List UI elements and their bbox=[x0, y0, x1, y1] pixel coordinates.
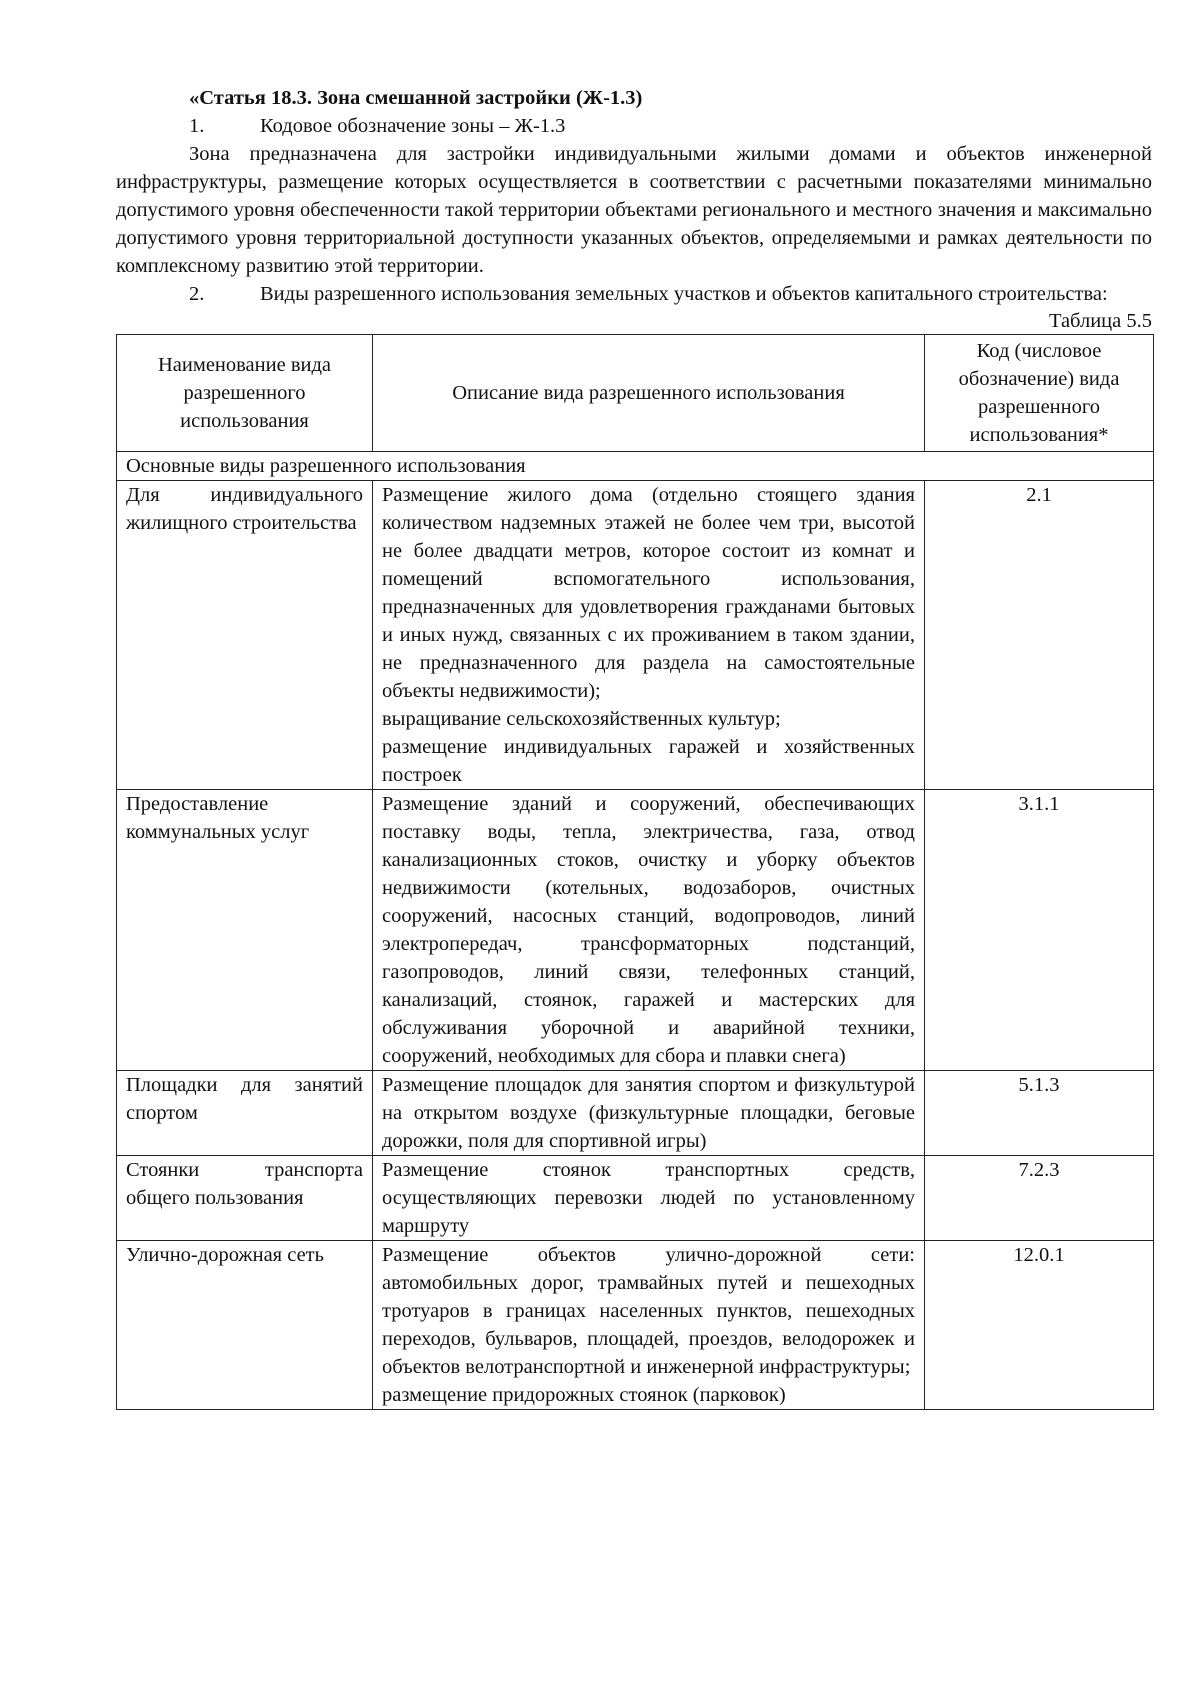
use-code-cell: 12.0.1 bbox=[925, 1241, 1154, 1410]
table-caption: Таблица 5.5 bbox=[1048, 310, 1152, 332]
item-number: 1. bbox=[189, 115, 205, 137]
use-code-cell: 3.1.1 bbox=[925, 790, 1154, 1071]
use-name-cell: Для индивидуального жилищного строительства bbox=[117, 481, 373, 790]
use-name-cell: Улично-дорожная сеть bbox=[117, 1241, 373, 1410]
description-line: Размещение стоянок транспортных средств, осуществляющих перевозки людей по установленному маршруту bbox=[382, 1159, 915, 1237]
table-header-row bbox=[117, 335, 1154, 452]
table-row bbox=[117, 1156, 1154, 1241]
description-line: Размещение зданий и сооружений, обеспечивающих поставку воды, тепла, электричества, газа, отвод канализационных стоков, очистку и уборку объектов недвижимости (котельных, водозаборов, очистных сооружений, насосных станций, водопроводов, линий электропередач, трансформаторных подстанций, газопроводов, линий связи, телефонных станций, канализаций, стоянок, гаражей и мастерских для обслуживания уборочной и аварийной техники, сооружений, необходимых для сбора и плавки снега) bbox=[382, 793, 915, 1067]
item-text: Виды разрешенного использования земельных участков и объектов капитального строительства: bbox=[260, 283, 1108, 305]
section-row bbox=[117, 452, 1154, 481]
description-line: размещение придорожных стоянок (парковок) bbox=[382, 1384, 786, 1406]
header-description: Описание вида разрешенного использования bbox=[373, 335, 925, 452]
numbered-item-1 bbox=[116, 112, 1152, 140]
use-description-cell bbox=[373, 790, 925, 1071]
description-line: Размещение площадок для занятия спортом и физкультурой на открытом воздухе (физкультурные площадки, беговые дорожки, поля для спортивной игры) bbox=[382, 1074, 915, 1152]
use-code-cell: 2.1 bbox=[925, 481, 1154, 790]
use-name-cell: Площадки для занятий спортом bbox=[117, 1071, 373, 1156]
use-name-cell: Предоставление коммунальных услуг bbox=[117, 790, 373, 1071]
numbered-item-2 bbox=[116, 280, 1152, 308]
description-line: размещение индивидуальных гаражей и хозяйственных построек bbox=[382, 736, 915, 786]
table-row bbox=[117, 1071, 1154, 1156]
use-code-cell: 5.1.3 bbox=[925, 1071, 1154, 1156]
article-title: «Статья 18.3. Зона смешанной застройки (Ж-1.3) bbox=[189, 87, 643, 109]
document-page bbox=[116, 84, 1152, 1410]
item-number: 2. bbox=[189, 283, 205, 305]
use-name-cell: Стоянки транспорта общего пользования bbox=[117, 1156, 373, 1241]
use-code-cell: 7.2.3 bbox=[925, 1156, 1154, 1241]
description-line: выращивание сельскохозяйственных культур; bbox=[382, 708, 781, 730]
use-description-cell bbox=[373, 1241, 925, 1410]
header-name: Наименование вида разрешенного использования bbox=[117, 335, 373, 452]
use-description-cell bbox=[373, 481, 925, 790]
header-code: Код (числовое обозначение) вида разрешенного использования* bbox=[925, 335, 1154, 452]
permitted-use-table bbox=[116, 334, 1154, 1410]
description-line: Размещение объектов улично-дорожной сети: автомобильных дорог, трамвайных путей и пешеходных тротуаров в границах населенных пунктов, пешеходных переходов, бульваров, площадей, проездов, велодорожек и объектов велотранспортной и инженерной инфраструктуры; bbox=[382, 1244, 915, 1378]
zone-description-paragraph: Зона предназначена для застройки индивидуальными жилыми домами и объектов инженерной инфраструктуры, размещение которых осуществляется в соответствии с расчетными показателями минимально допустимого уровня обеспеченности такой территории объектами регионального и местного значения и максимально допустимого уровня территориальной доступности указанных объектов, определяемыми и рамках деятельности по комплексному развитию этой территории. bbox=[116, 143, 1152, 277]
table-row bbox=[117, 1241, 1154, 1410]
description-line: Размещение жилого дома (отдельно стоящего здания количеством надземных этажей не более чем три, высотой не более двадцати метров, которое состоит из комнат и помещений вспомогательного использования, предназначенных для удовлетворения гражданами бытовых и иных нужд, связанных с их проживанием в таком здании, не предназначенного для раздела на самостоятельные объекты недвижимости); bbox=[382, 484, 915, 702]
item-text: Кодовое обозначение зоны – Ж-1.3 bbox=[260, 115, 566, 137]
table-row bbox=[117, 481, 1154, 790]
use-description-cell bbox=[373, 1071, 925, 1156]
use-description-cell bbox=[373, 1156, 925, 1241]
section-label: Основные виды разрешенного использования bbox=[117, 452, 1154, 481]
table-row bbox=[117, 790, 1154, 1071]
